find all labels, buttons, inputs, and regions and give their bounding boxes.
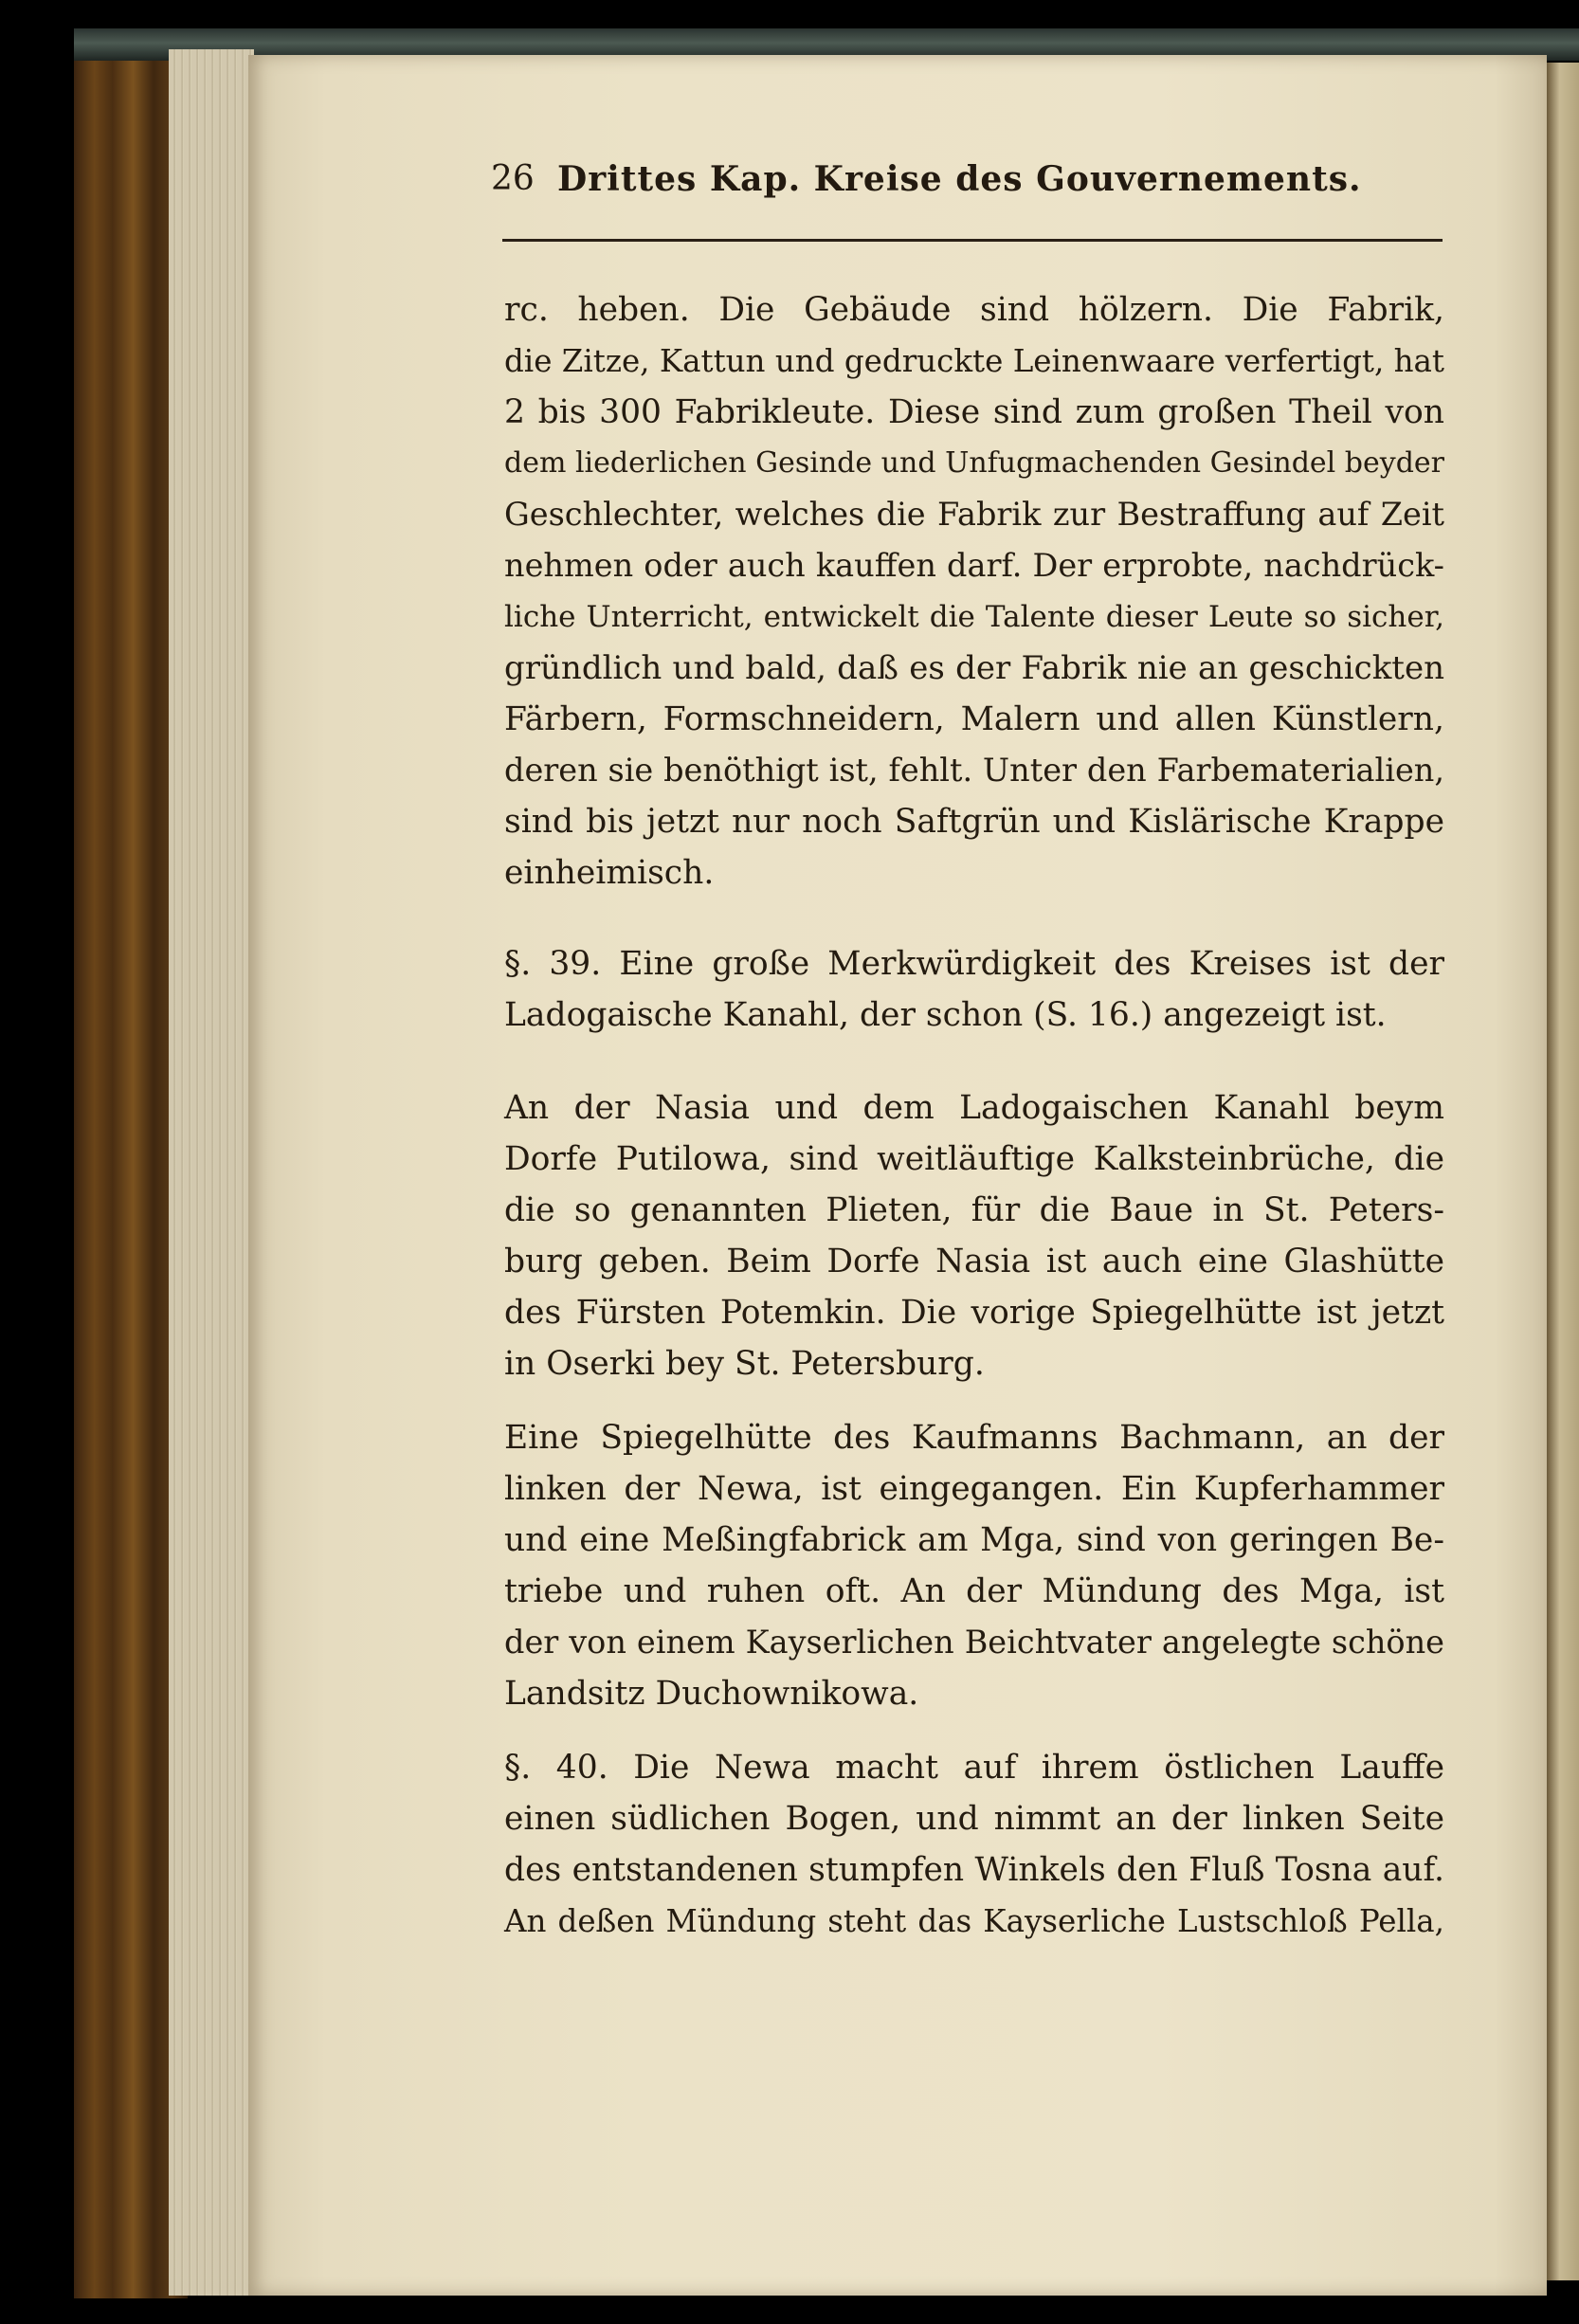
page-number: 26: [491, 159, 535, 198]
paragraph-fabrik: [504, 284, 1444, 899]
facing-page-edge: [1547, 63, 1579, 2280]
text-line: gründlich und bald, daß es der Fabrik nie an geschickten: [504, 649, 1444, 687]
text-line: des entstandenen stumpfen Winkels den Fluß Tosna auf.: [504, 1851, 1444, 1889]
text-line: rc. heben. Die Gebäude sind hölzern. Die Fabrik,: [504, 291, 1444, 329]
text-line: die so genannten Plieten, für die Baue in St. Peters-: [504, 1191, 1444, 1229]
text-line: der von einem Kayserlichen Beichtvater angelegte schöne: [504, 1624, 1444, 1661]
text-line: An deßen Mündung steht das Kayserliche Lustschloß Pella,: [504, 1903, 1444, 1939]
text-line: 2 bis 300 Fabrikleute. Diese sind zum großen Theil von: [504, 393, 1444, 431]
page-header: [491, 159, 1439, 212]
stacked-page-edges: [169, 49, 254, 2296]
paragraph-section-40: [504, 1742, 1444, 1947]
text-line: Landsitz Duchownikowa.: [504, 1675, 919, 1713]
text-line: einheimisch.: [504, 854, 715, 892]
text-line: deren sie benöthigt ist, fehlt. Unter den Farbematerialien,: [504, 752, 1444, 789]
text-line: An der Nasia und dem Ladogaischen Kanahl beym: [504, 1089, 1444, 1127]
paragraph-section-39: [504, 938, 1444, 1041]
text-line: Ladogaische Kanahl, der schon (S. 16.) angezeigt ist.: [504, 996, 1387, 1034]
text-line: in Oserki bey St. Petersburg.: [504, 1345, 985, 1383]
text-line: burg geben. Beim Dorfe Nasia ist auch eine Glashütte: [504, 1243, 1444, 1280]
text-line: triebe und ruhen oft. An der Mündung des Mga, ist: [504, 1572, 1444, 1610]
text-line: Färbern, Formschneidern, Malern und allen Künstlern,: [504, 700, 1444, 738]
text-line: des Fürsten Potemkin. Die vorige Spiegelhütte ist jetzt: [504, 1294, 1444, 1332]
header-rule: [502, 239, 1443, 242]
text-line: §. 39. Eine große Merkwürdigkeit des Kreises ist der: [504, 945, 1444, 983]
text-line: und eine Meßingfabrick am Mga, sind von geringen Be-: [504, 1521, 1444, 1559]
text-line: Dorfe Putilowa, sind weitläuftige Kalksteinbrüche, die: [504, 1140, 1444, 1178]
text-line: die Zitze, Kattun und gedruckte Leinenwaare verfertigt, hat: [504, 343, 1444, 379]
text-line: linken der Newa, ist eingegangen. Ein Kupferhammer: [504, 1470, 1444, 1508]
paragraph-nasia: [504, 1082, 1444, 1389]
text-line: einen südlichen Bogen, und nimmt an der linken Seite: [504, 1800, 1444, 1838]
text-line: Geschlechter, welches die Fabrik zur Bestraffung auf Zeit: [504, 496, 1444, 533]
text-line: §. 40. Die Newa macht auf ihrem östlichen Lauffe: [504, 1749, 1444, 1787]
text-line: sind bis jetzt nur noch Saftgrün und Kislärische Krappe: [504, 803, 1444, 841]
text-line: dem liederlichen Gesinde und Unfugmachenden Gesindel beyder: [504, 446, 1444, 480]
running-head: Drittes Kap. Kreise des Gouvernements.: [557, 159, 1362, 199]
text-line: nehmen oder auch kauffen darf. Der erprobte, nachdrück-: [504, 547, 1444, 584]
text-line: Eine Spiegelhütte des Kaufmanns Bachmann, an der: [504, 1419, 1444, 1457]
text-line: liche Unterricht, entwickelt die Talente dieser Leute so sicher,: [504, 600, 1444, 634]
paragraph-spiegelhuette: [504, 1412, 1444, 1719]
